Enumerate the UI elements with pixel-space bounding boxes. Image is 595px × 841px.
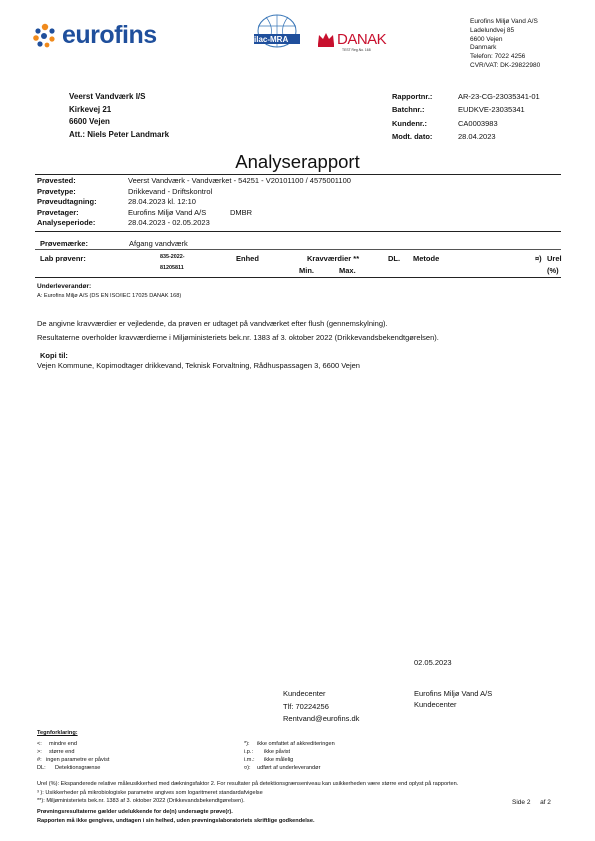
meta-label: Kundenr.: [392,118,427,128]
col-pct: (%) [547,266,559,275]
legend-key: DL: [37,765,46,772]
legend-item [244,740,335,748]
page-side: Side 2 [512,799,531,806]
legend-note-urel: Urel (%): Ekspanderede relative måleusikkerhed med dækningsfaktor 2. For resultater på detektionsgrænseniveau kan usikkerheden være større end oplyst på rapporten. [37,781,459,787]
legend-key: <: [37,741,42,747]
footer-validity: Prøvningsresultaterne gælder udelukkende for de(n) undersøgte prøve(r). [37,809,233,815]
recipient-block [69,91,169,141]
meta-row-rapportnr [392,90,540,103]
signature-line: Eurofins Miljø Vand A/S [414,689,493,698]
divider [35,277,561,278]
sample-extra: DMBR [230,207,253,217]
legend-left [37,740,109,772]
address-line: CVR/VAT: DK-29822980 [470,61,541,69]
crown-icon [316,30,336,48]
sample-row-provetager [37,208,351,219]
page-title: Analyserapport [235,151,360,172]
sample-label: Prøvetype: [37,186,76,196]
sample-row-proveudtagning [37,197,351,208]
legend-key: i.m.: [244,757,255,764]
underleverandor-line: A: Eurofins Miljø A/S (DS EN ISO/IEC 17025 DANAK 168) [37,293,182,299]
kopi-title: Kopi til: [40,351,68,360]
sample-label: Prøvested: [37,176,76,185]
legend-value: ikke omfattet af akkrediteringen [257,741,335,747]
meta-value: CA0003983 [458,118,498,128]
sample-row-provested [37,176,351,187]
legend-note-bek: **): Miljøministeriets bek.nr. 1383 af 3. oktober 2022 (Drikkevandsbekendtgørelsen). [37,798,245,805]
recipient-att: Att.: Niels Peter Landmark [69,129,170,139]
signature-left [283,688,359,726]
divider [35,249,561,250]
signature-line: Rentvand@eurofins.dk [283,714,360,723]
legend-value: større end [49,749,75,756]
recipient-street: Kirkevej 21 [69,104,112,114]
signature-line: Tlf: 70224256 [283,701,329,711]
legend-key: ¤): [244,765,251,772]
col-krav: Kravværdier ** [307,254,360,263]
legend-item [244,756,335,764]
meta-row-modt-dato [392,130,540,143]
page-number [512,799,551,806]
report-date: 02.05.2023 [414,658,452,667]
legend-item [37,756,109,764]
meta-row-kundenr [392,117,540,130]
sample-label: Analyseperiode: [37,218,96,227]
legend-item [37,748,109,756]
legend-key: *): [244,741,250,747]
legend-value: udført af underleverandør [257,765,321,772]
col-dl: DL. [388,254,401,263]
sample-label: Prøveudtagning: [37,197,97,206]
col-max: Max. [339,266,356,275]
provemaerke-row [40,239,188,248]
sample-value: Drikkevand - Driftskontrol [128,186,213,196]
note-flush: De angivne kravværdier er vejledende, da prøven er udtaget på vandværket efter flush (gennemskylning). [37,319,388,328]
col-lab: Lab prøvenr: [40,254,86,263]
legend-value: Detektionsgrænse [55,765,101,772]
eurofins-wordmark: eurofins [62,21,157,49]
signature-line: Kundecenter [283,689,326,698]
legend-notes [37,780,537,806]
sample-info [37,176,351,229]
note-compliance: Resultaterne overholder kravværdierne i Miljøministeriets bek.nr. 1383 af 3. oktober 2022 (Drikkevandsbekendtgørelsen). [37,333,439,342]
meta-value: 28.04.2023 [458,131,496,141]
legend-key: i.p.: [244,749,254,756]
danak-logo [316,30,400,56]
legend-item [37,764,109,772]
sample-row-analyseperiode [37,218,351,229]
col-enhed: Enhed [236,254,259,263]
legend-key: >: [37,749,42,756]
col-mark: ¤) [535,254,542,263]
danak-text: DANAK [337,31,387,48]
meta-value: AR-23-CG-23035341-01 [458,92,540,101]
legend-item [244,764,335,772]
legend-value: mindre end [49,741,77,747]
ilac-mra-logo [248,14,308,54]
legend-item [37,740,109,748]
recipient-name: Veerst Vandværk I/S [69,92,146,101]
meta-value: EUDKVE-23035341 [458,105,525,115]
address-line: Eurofins Miljø Vand A/S [470,18,538,25]
sample-value: 28.04.2023 - 02.05.2023 [128,218,210,227]
col-lab-no-1: 835-2022- [160,254,185,260]
provemaerke-label: Prøvemærke: [40,239,88,248]
legend-value: ikke påvist [264,749,291,756]
meta-label: Batchnr.: [392,105,425,115]
address-line: Ladelundvej 85 [470,26,515,34]
underleverandor-title: Underleverandør: [37,283,92,290]
legend-item [244,748,335,756]
legend-value: ikke målelig [264,757,294,764]
sample-row-provetype [37,187,351,198]
report-meta [392,90,540,143]
sample-value: Eurofins Miljø Vand A/S [128,207,207,217]
page-of: af 2 [540,799,551,806]
legend-value: ingen parametre er påvist [46,757,110,764]
ilac-mra-text: ilac-MRA [254,35,289,44]
divider [35,174,561,175]
meta-row-batchnr [392,103,540,116]
signature-line: Kundecenter [414,700,457,709]
kopi-line: Vejen Kommune, Kopimodtager drikkevand, Teknisk Forvaltning, Rådhuspassagen 3, 6600 Vejen [37,361,360,370]
address-line: 6600 Vejen [470,35,503,43]
recipient-city: 6600 Vejen [69,117,110,126]
col-lab-no-2: 81205811 [160,265,184,271]
signature-right [414,688,492,710]
legend-note-micro: ³ ): Usikkerheder på mikrobiologiske parametre angives som logaritmeret standardafvigelse [37,789,263,796]
eurofins-logo [32,20,172,54]
footer-reproduction: Rapporten må ikke gengives, undtagen i sin helhed, uden prøvningslaboratoriets skriftlige godkendelse. [37,818,315,824]
col-urel: Urel [547,254,562,263]
company-address [470,18,540,71]
sample-value: 28.04.2023 kl. 12:10 [128,197,196,206]
sample-value: Veerst Vandværk - Vandværket - 54251 - V20101100 / 4575001100 [128,176,351,185]
danak-subtext: TEST Reg.No. 168 [342,48,371,52]
col-min: Min. [299,266,314,275]
ilac-globe-icon [252,14,302,52]
legend-right [244,740,335,772]
eurofins-dots-icon [32,23,58,49]
provemaerke-value: Afgang vandværk [129,239,188,248]
address-line: Telefon: 7022 4256 [470,53,526,61]
sample-label: Prøvetager: [37,207,79,217]
legend-title: Tegnforklaring: [37,730,78,736]
divider [35,231,561,232]
address-line: Danmark [470,44,497,52]
legend-key: #: [37,757,42,764]
col-metode: Metode [413,254,440,263]
meta-label: Modt. dato: [392,131,433,141]
meta-label: Rapportnr.: [392,92,433,101]
